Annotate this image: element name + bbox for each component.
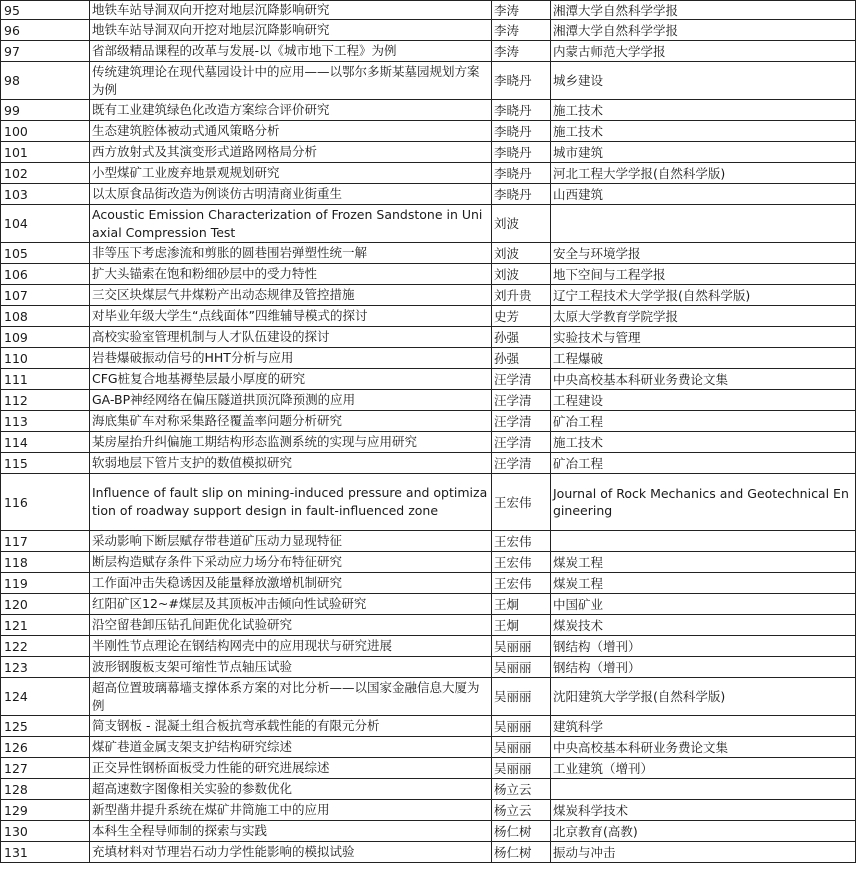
table-row [1,369,856,390]
paper-title-cell: 生态建筑腔体被动式通风策略分析 [90,121,492,142]
journal-cell: 河北工程大学学报(自然科学版) [551,163,856,184]
table-row [1,552,856,573]
table-row [1,285,856,306]
journal-cell: 工程爆破 [551,348,856,369]
author-cell: 李晓丹 [492,62,551,100]
author-cell: 王炯 [492,615,551,636]
paper-title-cell: CFG桩复合地基褥垫层最小厚度的研究 [90,369,492,390]
journal-cell: 钢结构（增刊） [551,657,856,678]
table-row [1,432,856,453]
journal-cell [551,531,856,552]
journal-cell: 城乡建设 [551,62,856,100]
table-row [1,800,856,821]
author-cell: 李晓丹 [492,163,551,184]
row-number-cell: 104 [1,205,90,243]
paper-title-cell: Influence of fault slip on mining-induced pressure and optimization of roadway support design in fault-influenced zone [90,474,492,531]
row-number-cell: 100 [1,121,90,142]
author-cell: 李晓丹 [492,121,551,142]
author-cell: 刘波 [492,243,551,264]
table-row [1,327,856,348]
paper-title-cell: 西方放射式及其演变形式道路网格局分析 [90,142,492,163]
row-number-cell: 120 [1,594,90,615]
table-row [1,411,856,432]
author-cell: 李涛 [492,20,551,41]
journal-cell: Journal of Rock Mechanics and Geotechnical Engineering [551,474,856,531]
author-cell: 杨立云 [492,779,551,800]
paper-title-cell: 某房屋抬升纠偏施工期结构形态监测系统的实现与应用研究 [90,432,492,453]
table-row [1,142,856,163]
paper-title-cell: 以太原食品街改造为例谈仿古明清商业街重生 [90,184,492,205]
journal-cell: 建筑科学 [551,716,856,737]
table-row [1,121,856,142]
row-number-cell: 96 [1,20,90,41]
author-cell: 李晓丹 [492,142,551,163]
author-cell: 孙强 [492,327,551,348]
row-number-cell: 115 [1,453,90,474]
table-row [1,678,856,716]
author-cell: 王炯 [492,594,551,615]
author-cell: 吴丽丽 [492,758,551,779]
paper-title-cell: 省部级精品课程的改革与发展-以《城市地下工程》为例 [90,41,492,62]
row-number-cell: 108 [1,306,90,327]
author-cell: 汪学清 [492,432,551,453]
author-cell: 刘波 [492,264,551,285]
row-number-cell: 110 [1,348,90,369]
journal-cell: 中央高校基本科研业务费论文集 [551,737,856,758]
table-row [1,716,856,737]
author-cell: 刘波 [492,205,551,243]
table-row [1,594,856,615]
paper-title-cell: 半刚性节点理论在钢结构网壳中的应用现状与研究进展 [90,636,492,657]
paper-title-cell: 简支钢板 - 混凝土组合板抗弯承载性能的有限元分析 [90,716,492,737]
author-cell: 杨仁树 [492,821,551,842]
paper-title-cell: 既有工业建筑绿色化改造方案综合评价研究 [90,100,492,121]
journal-cell: 太原大学教育学院学报 [551,306,856,327]
row-number-cell: 98 [1,62,90,100]
author-cell: 王宏伟 [492,531,551,552]
table-row [1,243,856,264]
paper-title-cell: 沿空留巷卸压钻孔间距优化试验研究 [90,615,492,636]
journal-cell: 施工技术 [551,100,856,121]
author-cell: 李涛 [492,1,551,20]
author-cell: 吴丽丽 [492,678,551,716]
table-row [1,390,856,411]
journal-cell: 工程建设 [551,390,856,411]
table-row [1,20,856,41]
journal-cell: 钢结构（增刊） [551,636,856,657]
paper-title-cell: 充填材料对节理岩石动力学性能影响的模拟试验 [90,842,492,863]
paper-title-cell: 工作面冲击失稳诱因及能量释放激增机制研究 [90,573,492,594]
table-row [1,348,856,369]
journal-cell: 施工技术 [551,121,856,142]
row-number-cell: 101 [1,142,90,163]
journal-cell: 山西建筑 [551,184,856,205]
author-cell: 李晓丹 [492,184,551,205]
table-row [1,205,856,243]
author-cell: 孙强 [492,348,551,369]
row-number-cell: 114 [1,432,90,453]
paper-title-cell: 断层构造赋存条件下采动应力场分布特征研究 [90,552,492,573]
table-row [1,657,856,678]
journal-cell: 中国矿业 [551,594,856,615]
paper-title-cell: Acoustic Emission Characterization of Frozen Sandstone in Uniaxial Compression Test [90,205,492,243]
row-number-cell: 121 [1,615,90,636]
journal-cell: 安全与环境学报 [551,243,856,264]
journal-cell: 内蒙古师范大学学报 [551,41,856,62]
journal-cell [551,205,856,243]
row-number-cell: 125 [1,716,90,737]
paper-title-cell: 高校实验室管理机制与人才队伍建设的探讨 [90,327,492,348]
row-number-cell: 99 [1,100,90,121]
author-cell: 李涛 [492,41,551,62]
author-cell: 李晓丹 [492,100,551,121]
row-number-cell: 103 [1,184,90,205]
author-cell: 汪学清 [492,369,551,390]
journal-cell: 工业建筑（增刊） [551,758,856,779]
journal-cell: 地下空间与工程学报 [551,264,856,285]
row-number-cell: 112 [1,390,90,411]
journal-cell: 煤炭科学技术 [551,800,856,821]
paper-title-cell: 煤矿巷道金属支架支护结构研究综述 [90,737,492,758]
paper-title-cell: 波形钢腹板支架可缩性节点轴压试验 [90,657,492,678]
journal-cell: 煤炭工程 [551,552,856,573]
author-cell: 吴丽丽 [492,716,551,737]
paper-title-cell: 采动影响下断层赋存带巷道矿压动力显现特征 [90,531,492,552]
journal-cell: 湘潭大学自然科学学报 [551,20,856,41]
table-row [1,615,856,636]
author-cell: 汪学清 [492,390,551,411]
row-number-cell: 119 [1,573,90,594]
table-row [1,531,856,552]
row-number-cell: 109 [1,327,90,348]
table-row [1,474,856,531]
row-number-cell: 113 [1,411,90,432]
journal-cell: 城市建筑 [551,142,856,163]
author-cell: 汪学清 [492,411,551,432]
paper-title-cell: 红阳矿区12~#煤层及其顶板冲击倾向性试验研究 [90,594,492,615]
row-number-cell: 124 [1,678,90,716]
journal-cell: 湘潭大学自然科学学报 [551,1,856,20]
row-number-cell: 117 [1,531,90,552]
paper-title-cell: 超高速数字图像相关实验的参数优化 [90,779,492,800]
row-number-cell: 126 [1,737,90,758]
author-cell: 王宏伟 [492,552,551,573]
table-row [1,821,856,842]
table-row [1,62,856,100]
row-number-cell: 102 [1,163,90,184]
paper-title-cell: GA-BP神经网络在偏压隧道拱顶沉降预测的应用 [90,390,492,411]
table-row [1,758,856,779]
paper-title-cell: 小型煤矿工业废弃地景观规划研究 [90,163,492,184]
table-row [1,779,856,800]
author-cell: 杨立云 [492,800,551,821]
journal-cell: 北京教育(高教) [551,821,856,842]
row-number-cell: 123 [1,657,90,678]
journal-cell [551,779,856,800]
author-cell: 杨仁树 [492,842,551,863]
paper-title-cell: 软弱地层下管片支护的数值模拟研究 [90,453,492,474]
paper-title-cell: 非等压下考虑渗流和剪胀的圆巷围岩弹塑性统一解 [90,243,492,264]
paper-title-cell: 岩巷爆破振动信号的HHT分析与应用 [90,348,492,369]
paper-title-cell: 三交区块煤层气井煤粉产出动态规律及管控措施 [90,285,492,306]
table-row [1,184,856,205]
journal-cell: 施工技术 [551,432,856,453]
journal-cell: 煤炭技术 [551,615,856,636]
author-cell: 汪学清 [492,453,551,474]
paper-title-cell: 传统建筑理论在现代墓园设计中的应用——以鄂尔多斯某墓园规划方案为例 [90,62,492,100]
table-row [1,453,856,474]
table-row [1,573,856,594]
author-cell: 吴丽丽 [492,737,551,758]
journal-cell: 煤炭工程 [551,573,856,594]
paper-title-cell: 扩大头锚索在饱和粉细砂层中的受力特性 [90,264,492,285]
paper-title-cell: 超高位置玻璃幕墙支撑体系方案的对比分析——以国家金融信息大厦为例 [90,678,492,716]
author-cell: 史芳 [492,306,551,327]
table-row [1,636,856,657]
paper-title-cell: 地铁车站导洞双向开挖对地层沉降影响研究 [90,20,492,41]
paper-title-cell: 正交异性钢桥面板受力性能的研究进展综述 [90,758,492,779]
row-number-cell: 131 [1,842,90,863]
journal-cell: 中央高校基本科研业务费论文集 [551,369,856,390]
journal-cell: 实验技术与管理 [551,327,856,348]
table-row [1,737,856,758]
table-row [1,41,856,62]
author-cell: 吴丽丽 [492,636,551,657]
journal-cell: 矿冶工程 [551,411,856,432]
row-number-cell: 129 [1,800,90,821]
row-number-cell: 128 [1,779,90,800]
row-number-cell: 127 [1,758,90,779]
row-number-cell: 130 [1,821,90,842]
journal-cell: 沈阳建筑大学学报(自然科学版) [551,678,856,716]
row-number-cell: 111 [1,369,90,390]
row-number-cell: 95 [1,1,90,20]
journal-cell: 辽宁工程技术大学学报(自然科学版) [551,285,856,306]
table-row [1,842,856,863]
table-row [1,264,856,285]
table-row [1,306,856,327]
author-cell: 王宏伟 [492,474,551,531]
table-row [1,1,856,20]
paper-title-cell: 海底集矿车对称采集路径覆盖率问题分析研究 [90,411,492,432]
papers-table-body [1,1,856,863]
row-number-cell: 105 [1,243,90,264]
row-number-cell: 118 [1,552,90,573]
paper-title-cell: 对毕业年级大学生“点线面体”四维辅导模式的探讨 [90,306,492,327]
row-number-cell: 106 [1,264,90,285]
author-cell: 王宏伟 [492,573,551,594]
row-number-cell: 122 [1,636,90,657]
paper-title-cell: 地铁车站导洞双向开挖对地层沉降影响研究 [90,1,492,20]
paper-title-cell: 新型凿井提升系统在煤矿井筒施工中的应用 [90,800,492,821]
row-number-cell: 97 [1,41,90,62]
row-number-cell: 116 [1,474,90,531]
row-number-cell: 107 [1,285,90,306]
paper-title-cell: 本科生全程导师制的探索与实践 [90,821,492,842]
author-cell: 刘升贵 [492,285,551,306]
journal-cell: 矿冶工程 [551,453,856,474]
author-cell: 吴丽丽 [492,657,551,678]
journal-cell: 振动与冲击 [551,842,856,863]
table-row [1,163,856,184]
table-row [1,100,856,121]
